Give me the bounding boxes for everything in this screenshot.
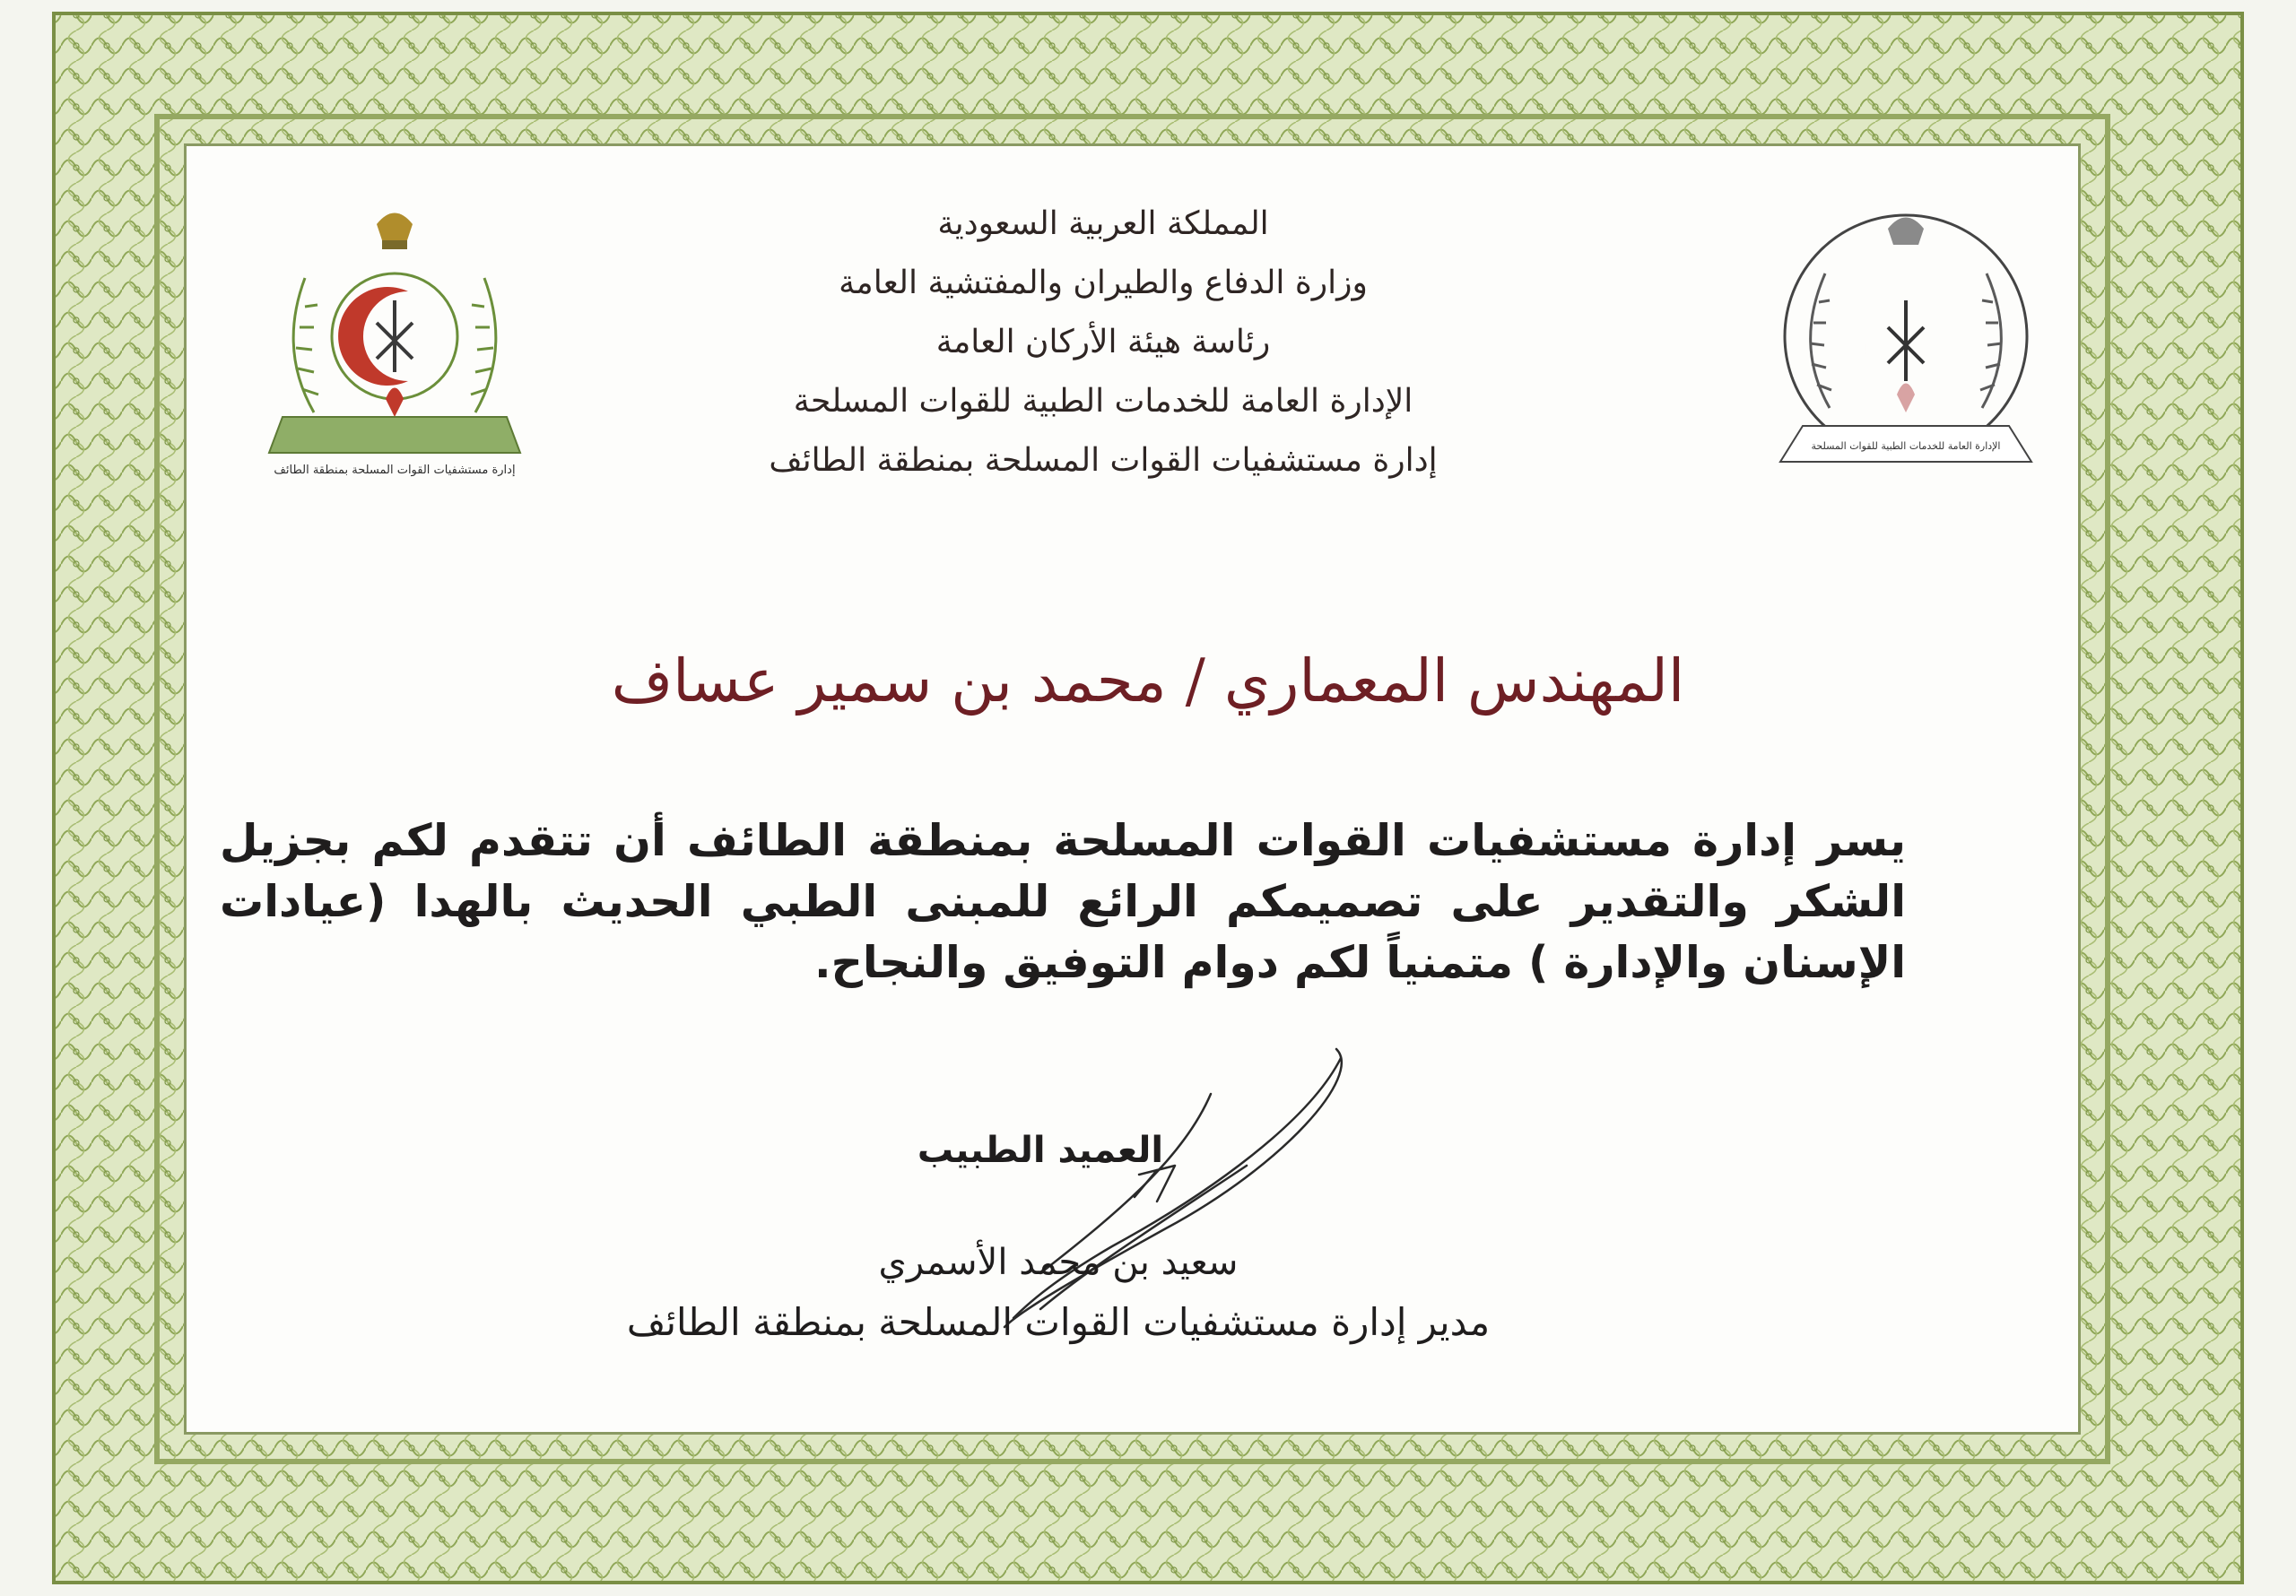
signatory-name: سعيد بن محمد الأسمري [878, 1242, 1239, 1283]
certificate-body: يسر إدارة مستشفيات القوات المسلحة بمنطقة الطائف أن تتقدم لكم بجزيل الشكر والتقدير على تصميمكم الرائع للمبنى الطبي الحديث بالهدا (عيادات الإسنان والإدارة ) متمنياً لكم دوام التوفيق والنجاح. [220, 815, 1906, 988]
right-emblem-icon [1758, 202, 2054, 489]
signatory-role: مدير إدارة مستشفيات القوات المسلحة بمنطقة الطائف [626, 1300, 1491, 1344]
header-line-ministry: وزارة الدفاع والطيران والمفتشية العامة [839, 265, 1368, 301]
signatory-title: العميد الطبيب [917, 1130, 1164, 1171]
certificate-header [628, 204, 1578, 500]
left-emblem-caption: إدارة مستشفيات القوات المسلحة بمنطقة الطائف [274, 464, 516, 477]
header-line-medical-services: الإدارة العامة للخدمات الطبية للقوات المسلحة [793, 383, 1413, 420]
header-line-taif-hospitals: إدارة مستشفيات القوات المسلحة بمنطقة الطائف [769, 442, 1438, 479]
left-emblem-icon [251, 188, 538, 484]
handwritten-signature [987, 1040, 1363, 1336]
header-line-general-staff: رئاسة هيئة الأركان العامة [935, 324, 1271, 360]
header-line-kingdom: المملكة العربية السعودية [937, 205, 1269, 242]
recipient-name: المهندس المعماري / محمد بن سمير عساف [611, 646, 1685, 716]
right-emblem-caption: الإدارة العامة للخدمات الطبية للقوات المسلحة [1811, 440, 2001, 452]
